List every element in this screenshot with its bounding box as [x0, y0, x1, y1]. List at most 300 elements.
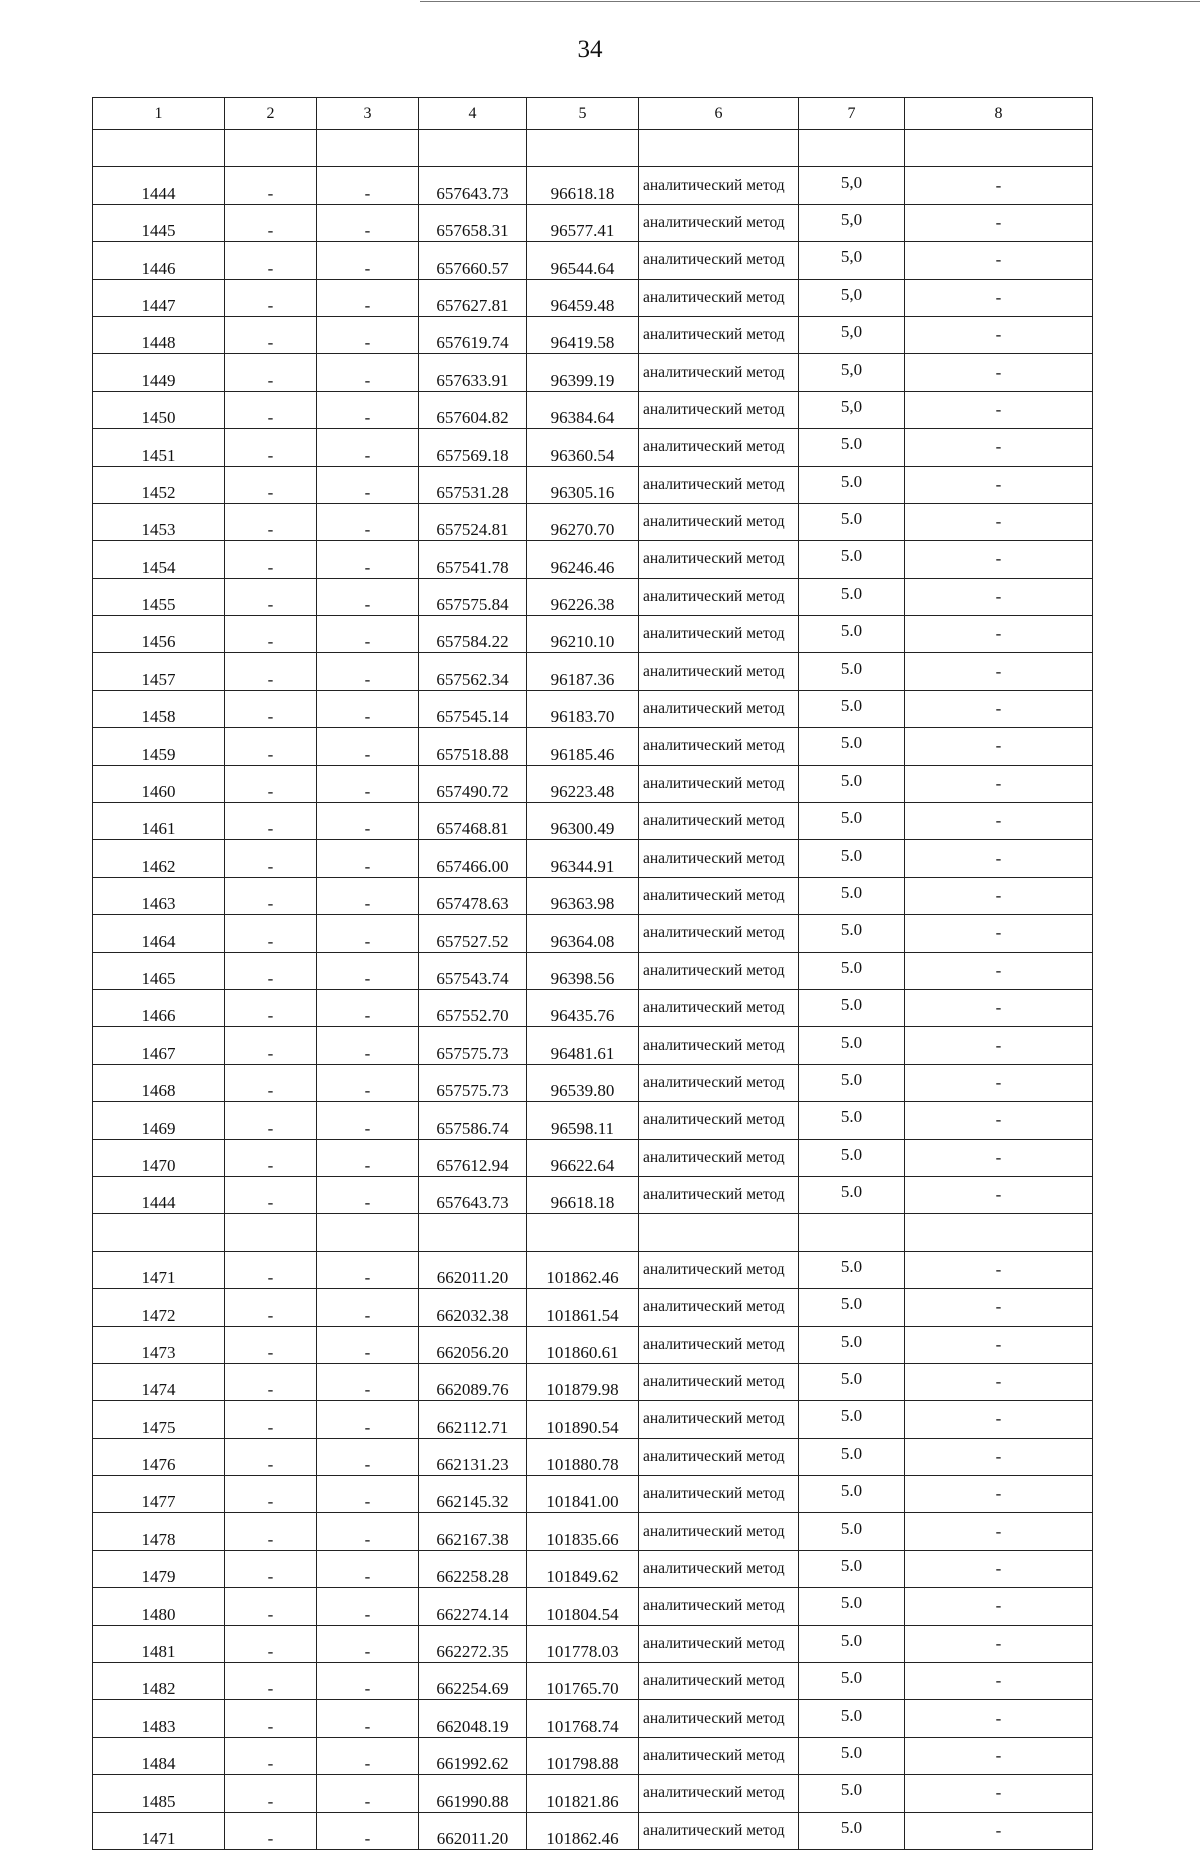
col2-cell: - [225, 541, 317, 578]
col2-cell: - [225, 1625, 317, 1662]
table-row [93, 1027, 1093, 1064]
col3-cell: - [317, 690, 419, 727]
point-number-cell: 1455 [93, 578, 225, 615]
accuracy-cell: 5.0 [799, 1775, 905, 1812]
point-number-cell: 1473 [93, 1326, 225, 1363]
x-coordinate-cell: 657466.00 [419, 840, 527, 877]
table-row [93, 1401, 1093, 1438]
table-header [93, 98, 1093, 130]
point-number-cell: 1463 [93, 877, 225, 914]
y-coordinate-cell: 96577.41 [527, 204, 639, 241]
accuracy-cell: 5.0 [799, 952, 905, 989]
table-row [93, 391, 1093, 428]
col3-cell: - [317, 1513, 419, 1550]
point-number-cell: 1444 [93, 167, 225, 204]
y-coordinate-cell: 96187.36 [527, 653, 639, 690]
table-row [93, 242, 1093, 279]
x-coordinate-cell: 657543.74 [419, 952, 527, 989]
col3-cell: - [317, 167, 419, 204]
point-number-cell: 1452 [93, 466, 225, 503]
y-coordinate-cell: 96183.70 [527, 690, 639, 727]
point-number-cell: 1458 [93, 690, 225, 727]
point-number-cell: 1457 [93, 653, 225, 690]
col3-cell [317, 130, 419, 167]
point-number-cell: 1469 [93, 1102, 225, 1139]
accuracy-cell: 5.0 [799, 1064, 905, 1101]
col2-cell: - [225, 616, 317, 653]
col2-cell: - [225, 316, 317, 353]
method-cell: аналитический метод [639, 167, 799, 204]
col3-cell: - [317, 1550, 419, 1587]
col3-cell: - [317, 1251, 419, 1288]
col3-cell: - [317, 1438, 419, 1475]
col2-cell: - [225, 1737, 317, 1774]
method-cell: аналитический метод [639, 1812, 799, 1849]
column-header: 5 [527, 98, 639, 130]
accuracy-cell: 5.0 [799, 1625, 905, 1662]
y-coordinate-cell: 101880.78 [527, 1438, 639, 1475]
col3-cell: - [317, 242, 419, 279]
method-cell: аналитический метод [639, 989, 799, 1026]
x-coordinate-cell: 657643.73 [419, 167, 527, 204]
col2-cell: - [225, 466, 317, 503]
y-coordinate-cell: 96618.18 [527, 1176, 639, 1213]
col8-cell: - [905, 429, 1093, 466]
table-row [93, 1289, 1093, 1326]
col3-cell: - [317, 1476, 419, 1513]
table-row [93, 1251, 1093, 1288]
table-row [93, 765, 1093, 802]
x-coordinate-cell: 657575.73 [419, 1027, 527, 1064]
y-coordinate-cell: 101890.54 [527, 1401, 639, 1438]
method-cell: аналитический метод [639, 354, 799, 391]
col2-cell: - [225, 728, 317, 765]
accuracy-cell: 5,0 [799, 354, 905, 391]
x-coordinate-cell: 657575.73 [419, 1064, 527, 1101]
method-cell: аналитический метод [639, 1176, 799, 1213]
col8-cell: - [905, 1176, 1093, 1213]
col8-cell: - [905, 989, 1093, 1026]
y-coordinate-cell: 96481.61 [527, 1027, 639, 1064]
accuracy-cell: 5,0 [799, 167, 905, 204]
col8-cell: - [905, 503, 1093, 540]
table-row [93, 1737, 1093, 1774]
col3-cell: - [317, 765, 419, 802]
col8-cell: - [905, 803, 1093, 840]
col8-cell: - [905, 541, 1093, 578]
point-number-cell: 1472 [93, 1289, 225, 1326]
method-cell: аналитический метод [639, 1700, 799, 1737]
col2-cell: - [225, 279, 317, 316]
table-row [93, 1176, 1093, 1213]
col3-cell: - [317, 1737, 419, 1774]
method-cell: аналитический метод [639, 1139, 799, 1176]
x-coordinate-cell: 662274.14 [419, 1588, 527, 1625]
y-coordinate-cell: 96399.19 [527, 354, 639, 391]
y-coordinate-cell: 101804.54 [527, 1588, 639, 1625]
col2-cell: - [225, 877, 317, 914]
method-cell: аналитический метод [639, 915, 799, 952]
y-coordinate-cell: 96223.48 [527, 765, 639, 802]
x-coordinate-cell: 657584.22 [419, 616, 527, 653]
method-cell: аналитический метод [639, 1476, 799, 1513]
col8-cell: - [905, 466, 1093, 503]
y-coordinate-cell: 101849.62 [527, 1550, 639, 1587]
method-cell: аналитический метод [639, 1513, 799, 1550]
col2-cell: - [225, 391, 317, 428]
method-cell: аналитический метод [639, 1102, 799, 1139]
y-coordinate-cell: 96622.64 [527, 1139, 639, 1176]
table-row [93, 204, 1093, 241]
table-row [93, 840, 1093, 877]
table-row [93, 1513, 1093, 1550]
y-coordinate-cell: 101765.70 [527, 1663, 639, 1700]
x-coordinate-cell: 657627.81 [419, 279, 527, 316]
method-cell: аналитический метод [639, 616, 799, 653]
y-coordinate-cell: 96419.58 [527, 316, 639, 353]
point-number-cell: 1461 [93, 803, 225, 840]
accuracy-cell: 5.0 [799, 1289, 905, 1326]
col3-cell: - [317, 1139, 419, 1176]
col8-cell: - [905, 1550, 1093, 1587]
col8-cell: - [905, 728, 1093, 765]
method-cell: аналитический метод [639, 1289, 799, 1326]
col8-cell: - [905, 1663, 1093, 1700]
table-row [93, 616, 1093, 653]
col3-cell: - [317, 1064, 419, 1101]
col8-cell: - [905, 840, 1093, 877]
col2-cell: - [225, 1326, 317, 1363]
y-coordinate-cell [527, 1214, 639, 1251]
col3-cell: - [317, 1663, 419, 1700]
accuracy-cell: 5.0 [799, 578, 905, 615]
col8-cell: - [905, 877, 1093, 914]
col8-cell [905, 130, 1093, 167]
accuracy-cell: 5,0 [799, 242, 905, 279]
col3-cell: - [317, 1401, 419, 1438]
accuracy-cell: 5.0 [799, 1513, 905, 1550]
x-coordinate-cell: 657586.74 [419, 1102, 527, 1139]
x-coordinate-cell: 657658.31 [419, 204, 527, 241]
col2-cell: - [225, 1513, 317, 1550]
col3-cell: - [317, 1588, 419, 1625]
accuracy-cell: 5.0 [799, 1401, 905, 1438]
column-header: 3 [317, 98, 419, 130]
table-row [93, 578, 1093, 615]
col2-cell: - [225, 1775, 317, 1812]
x-coordinate-cell: 657604.82 [419, 391, 527, 428]
accuracy-cell: 5.0 [799, 1251, 905, 1288]
table-body [93, 130, 1093, 1850]
point-number-cell: 1470 [93, 1139, 225, 1176]
col2-cell: - [225, 429, 317, 466]
column-header: 1 [93, 98, 225, 130]
x-coordinate-cell: 662254.69 [419, 1663, 527, 1700]
x-coordinate-cell: 662272.35 [419, 1625, 527, 1662]
x-coordinate-cell: 662011.20 [419, 1251, 527, 1288]
point-number-cell: 1464 [93, 915, 225, 952]
accuracy-cell: 5.0 [799, 653, 905, 690]
method-cell: аналитический метод [639, 952, 799, 989]
table-row [93, 728, 1093, 765]
col3-cell: - [317, 391, 419, 428]
x-coordinate-cell: 662032.38 [419, 1289, 527, 1326]
method-cell: аналитический метод [639, 653, 799, 690]
y-coordinate-cell: 96539.80 [527, 1064, 639, 1101]
col8-cell: - [905, 204, 1093, 241]
col2-cell: - [225, 242, 317, 279]
col8-cell [905, 1214, 1093, 1251]
method-cell: аналитический метод [639, 1064, 799, 1101]
point-number-cell: 1476 [93, 1438, 225, 1475]
point-number-cell: 1483 [93, 1700, 225, 1737]
col3-cell: - [317, 1102, 419, 1139]
table-row [93, 1139, 1093, 1176]
y-coordinate-cell: 101798.88 [527, 1737, 639, 1774]
point-number-cell: 1482 [93, 1663, 225, 1700]
point-number-cell: 1485 [93, 1775, 225, 1812]
method-cell: аналитический метод [639, 429, 799, 466]
col3-cell [317, 1214, 419, 1251]
col2-cell: - [225, 1064, 317, 1101]
method-cell: аналитический метод [639, 204, 799, 241]
point-number-cell: 1474 [93, 1363, 225, 1400]
point-number-cell: 1456 [93, 616, 225, 653]
x-coordinate-cell: 657569.18 [419, 429, 527, 466]
point-number-cell: 1479 [93, 1550, 225, 1587]
col2-cell: - [225, 803, 317, 840]
accuracy-cell: 5.0 [799, 1663, 905, 1700]
y-coordinate-cell: 96598.11 [527, 1102, 639, 1139]
accuracy-cell: 5,0 [799, 391, 905, 428]
col2-cell: - [225, 1700, 317, 1737]
table-row [93, 130, 1093, 167]
method-cell: аналитический метод [639, 391, 799, 428]
col8-cell: - [905, 242, 1093, 279]
col8-cell: - [905, 1438, 1093, 1475]
method-cell: аналитический метод [639, 1438, 799, 1475]
table-row [93, 466, 1093, 503]
col2-cell: - [225, 1176, 317, 1213]
col8-cell: - [905, 653, 1093, 690]
col3-cell: - [317, 1176, 419, 1213]
point-number-cell: 1466 [93, 989, 225, 1026]
y-coordinate-cell: 101862.46 [527, 1812, 639, 1849]
col8-cell: - [905, 1064, 1093, 1101]
point-number-cell: 1453 [93, 503, 225, 540]
x-coordinate-cell: 657531.28 [419, 466, 527, 503]
y-coordinate-cell [527, 130, 639, 167]
accuracy-cell: 5.0 [799, 1812, 905, 1849]
accuracy-cell: 5.0 [799, 1176, 905, 1213]
column-header: 8 [905, 98, 1093, 130]
table-row [93, 1625, 1093, 1662]
method-cell: аналитический метод [639, 1588, 799, 1625]
table-row [93, 803, 1093, 840]
y-coordinate-cell: 101862.46 [527, 1251, 639, 1288]
point-number-cell [93, 1214, 225, 1251]
method-cell: аналитический метод [639, 1663, 799, 1700]
accuracy-cell: 5.0 [799, 1326, 905, 1363]
method-cell: аналитический метод [639, 728, 799, 765]
accuracy-cell: 5.0 [799, 1700, 905, 1737]
accuracy-cell: 5.0 [799, 1476, 905, 1513]
method-cell: аналитический метод [639, 877, 799, 914]
x-coordinate-cell: 657660.57 [419, 242, 527, 279]
coordinates-table [92, 97, 1093, 1850]
y-coordinate-cell: 96270.70 [527, 503, 639, 540]
col2-cell: - [225, 690, 317, 727]
x-coordinate-cell: 657527.52 [419, 915, 527, 952]
accuracy-cell: 5.0 [799, 616, 905, 653]
col8-cell: - [905, 1737, 1093, 1774]
point-number-cell: 1449 [93, 354, 225, 391]
x-coordinate-cell: 662258.28 [419, 1550, 527, 1587]
method-cell: аналитический метод [639, 541, 799, 578]
col8-cell: - [905, 316, 1093, 353]
method-cell: аналитический метод [639, 1326, 799, 1363]
col2-cell: - [225, 578, 317, 615]
y-coordinate-cell: 96398.56 [527, 952, 639, 989]
y-coordinate-cell: 96618.18 [527, 167, 639, 204]
method-cell: аналитический метод [639, 1027, 799, 1064]
point-number-cell: 1477 [93, 1476, 225, 1513]
accuracy-cell: 5.0 [799, 1588, 905, 1625]
method-cell: аналитический метод [639, 803, 799, 840]
accuracy-cell: 5.0 [799, 1139, 905, 1176]
col2-cell: - [225, 915, 317, 952]
col3-cell: - [317, 915, 419, 952]
col3-cell: - [317, 578, 419, 615]
x-coordinate-cell: 661992.62 [419, 1737, 527, 1774]
x-coordinate-cell: 662131.23 [419, 1438, 527, 1475]
col3-cell: - [317, 316, 419, 353]
y-coordinate-cell: 96305.16 [527, 466, 639, 503]
accuracy-cell: 5,0 [799, 279, 905, 316]
col2-cell: - [225, 1363, 317, 1400]
col2-cell [225, 130, 317, 167]
y-coordinate-cell: 96363.98 [527, 877, 639, 914]
point-number-cell: 1468 [93, 1064, 225, 1101]
accuracy-cell: 5.0 [799, 503, 905, 540]
method-cell: аналитический метод [639, 1363, 799, 1400]
y-coordinate-cell: 96364.08 [527, 915, 639, 952]
method-cell: аналитический метод [639, 279, 799, 316]
table-row [93, 1363, 1093, 1400]
accuracy-cell: 5.0 [799, 690, 905, 727]
table-row [93, 952, 1093, 989]
method-cell: аналитический метод [639, 503, 799, 540]
col8-cell: - [905, 279, 1093, 316]
x-coordinate-cell: 657619.74 [419, 316, 527, 353]
accuracy-cell: 5.0 [799, 765, 905, 802]
x-coordinate-cell: 661990.88 [419, 1775, 527, 1812]
accuracy-cell: 5.0 [799, 1438, 905, 1475]
method-cell: аналитический метод [639, 242, 799, 279]
col8-cell: - [905, 1363, 1093, 1400]
x-coordinate-cell: 662112.71 [419, 1401, 527, 1438]
col8-cell: - [905, 1251, 1093, 1288]
method-cell: аналитический метод [639, 765, 799, 802]
y-coordinate-cell: 96300.49 [527, 803, 639, 840]
col2-cell: - [225, 1139, 317, 1176]
col3-cell: - [317, 840, 419, 877]
y-coordinate-cell: 96544.64 [527, 242, 639, 279]
x-coordinate-cell: 657633.91 [419, 354, 527, 391]
point-number-cell: 1444 [93, 1176, 225, 1213]
col2-cell: - [225, 1663, 317, 1700]
accuracy-cell: 5.0 [799, 728, 905, 765]
y-coordinate-cell: 101835.66 [527, 1513, 639, 1550]
point-number-cell: 1448 [93, 316, 225, 353]
point-number-cell: 1459 [93, 728, 225, 765]
col2-cell: - [225, 167, 317, 204]
method-cell: аналитический метод [639, 840, 799, 877]
table-row [93, 1775, 1093, 1812]
point-number-cell: 1460 [93, 765, 225, 802]
x-coordinate-cell: 657612.94 [419, 1139, 527, 1176]
col3-cell: - [317, 1700, 419, 1737]
col2-cell [225, 1214, 317, 1251]
point-number-cell: 1471 [93, 1251, 225, 1288]
table-row [93, 541, 1093, 578]
y-coordinate-cell: 96384.64 [527, 391, 639, 428]
y-coordinate-cell: 96459.48 [527, 279, 639, 316]
col8-cell: - [905, 1326, 1093, 1363]
column-header: 2 [225, 98, 317, 130]
col3-cell: - [317, 466, 419, 503]
point-number-cell: 1478 [93, 1513, 225, 1550]
col3-cell: - [317, 279, 419, 316]
accuracy-cell: 5.0 [799, 840, 905, 877]
x-coordinate-cell: 657545.14 [419, 690, 527, 727]
method-cell [639, 1214, 799, 1251]
table-row [93, 1214, 1093, 1251]
table-row [93, 429, 1093, 466]
point-number-cell: 1454 [93, 541, 225, 578]
col3-cell: - [317, 803, 419, 840]
table-row [93, 989, 1093, 1026]
accuracy-cell: 5.0 [799, 541, 905, 578]
col2-cell: - [225, 1588, 317, 1625]
table-row [93, 279, 1093, 316]
col3-cell: - [317, 989, 419, 1026]
col3-cell: - [317, 653, 419, 690]
y-coordinate-cell: 101841.00 [527, 1476, 639, 1513]
method-cell: аналитический метод [639, 578, 799, 615]
col8-cell: - [905, 952, 1093, 989]
table-row [93, 1812, 1093, 1849]
point-number-cell: 1467 [93, 1027, 225, 1064]
col3-cell: - [317, 1775, 419, 1812]
y-coordinate-cell: 101768.74 [527, 1700, 639, 1737]
x-coordinate-cell: 662048.19 [419, 1700, 527, 1737]
point-number-cell: 1475 [93, 1401, 225, 1438]
col3-cell: - [317, 877, 419, 914]
y-coordinate-cell: 96344.91 [527, 840, 639, 877]
table-row [93, 354, 1093, 391]
col8-cell: - [905, 1289, 1093, 1326]
method-cell: аналитический метод [639, 1251, 799, 1288]
col2-cell: - [225, 1812, 317, 1849]
y-coordinate-cell: 96360.54 [527, 429, 639, 466]
col2-cell: - [225, 1438, 317, 1475]
table-row [93, 1476, 1093, 1513]
header-row [93, 98, 1093, 130]
col2-cell: - [225, 840, 317, 877]
col8-cell: - [905, 1102, 1093, 1139]
accuracy-cell: 5.0 [799, 1027, 905, 1064]
